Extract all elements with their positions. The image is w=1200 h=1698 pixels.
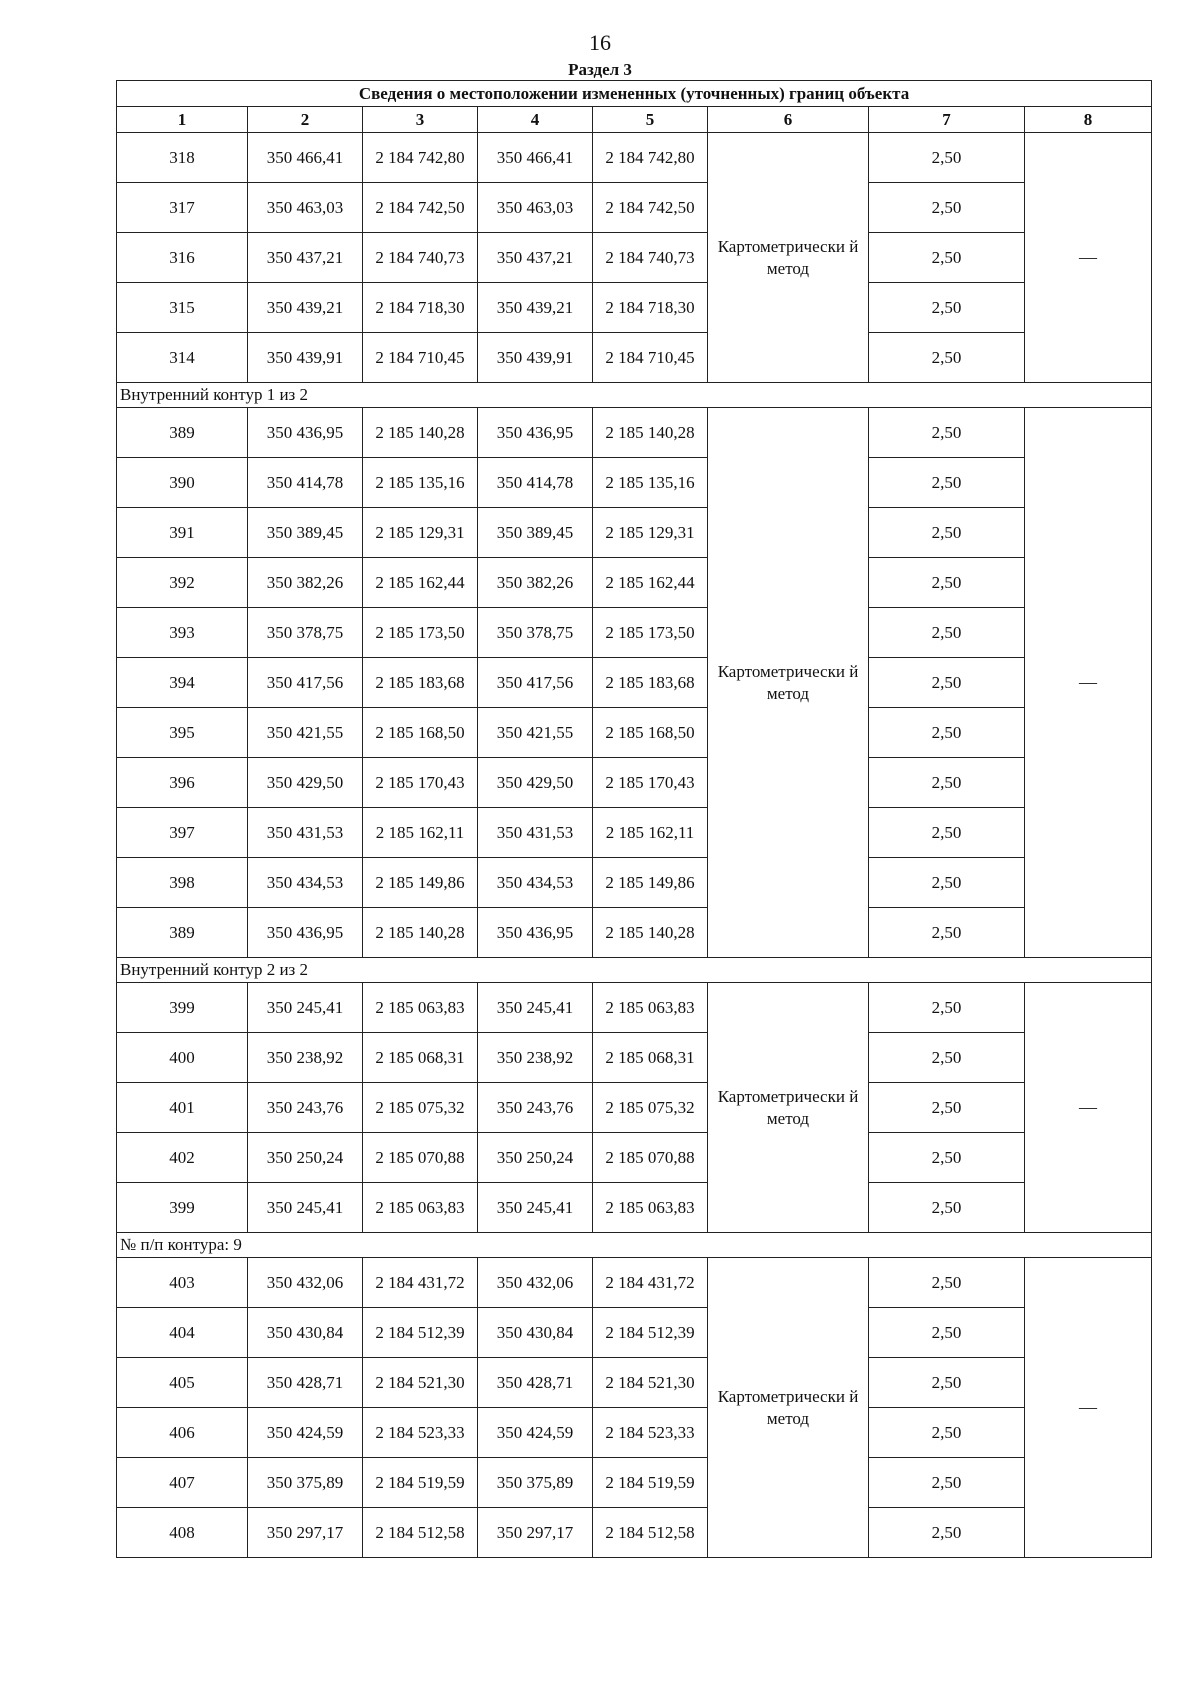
- point-number-cell: 389: [117, 908, 248, 958]
- y-new-cell: 2 185 170,43: [593, 758, 708, 808]
- x-new-cell: 350 428,71: [478, 1358, 593, 1408]
- table-row: [117, 558, 1152, 608]
- point-number-cell: 404: [117, 1308, 248, 1358]
- point-number-cell: 401: [117, 1083, 248, 1133]
- table-row: [117, 908, 1152, 958]
- contour-label: № п/п контура: 9: [117, 1233, 1152, 1258]
- y-existing-cell: 2 184 431,72: [363, 1258, 478, 1308]
- y-new-cell: 2 184 519,59: [593, 1458, 708, 1508]
- y-existing-cell: 2 185 075,32: [363, 1083, 478, 1133]
- x-existing-cell: 350 436,95: [248, 908, 363, 958]
- point-number-cell: 315: [117, 283, 248, 333]
- x-new-cell: 350 238,92: [478, 1033, 593, 1083]
- table-body: [117, 81, 1152, 1558]
- x-existing-cell: 350 430,84: [248, 1308, 363, 1358]
- accuracy-cell: 2,50: [869, 1258, 1025, 1308]
- x-existing-cell: 350 243,76: [248, 1083, 363, 1133]
- column-header: 1: [117, 107, 248, 133]
- contour-label-row: [117, 958, 1152, 983]
- table-row: [117, 458, 1152, 508]
- accuracy-cell: 2,50: [869, 808, 1025, 858]
- y-new-cell: 2 185 063,83: [593, 983, 708, 1033]
- accuracy-cell: 2,50: [869, 1358, 1025, 1408]
- x-existing-cell: 350 245,41: [248, 983, 363, 1033]
- point-number-cell: 394: [117, 658, 248, 708]
- x-existing-cell: 350 439,91: [248, 333, 363, 383]
- y-existing-cell: 2 184 718,30: [363, 283, 478, 333]
- contour-label-row: [117, 383, 1152, 408]
- y-new-cell: 2 184 523,33: [593, 1408, 708, 1458]
- accuracy-cell: 2,50: [869, 1308, 1025, 1358]
- x-new-cell: 350 297,17: [478, 1508, 593, 1558]
- point-number-cell: 318: [117, 133, 248, 183]
- column-header: 3: [363, 107, 478, 133]
- y-new-cell: 2 185 063,83: [593, 1183, 708, 1233]
- x-new-cell: 350 245,41: [478, 1183, 593, 1233]
- x-existing-cell: 350 428,71: [248, 1358, 363, 1408]
- accuracy-cell: 2,50: [869, 1183, 1025, 1233]
- y-existing-cell: 2 185 168,50: [363, 708, 478, 758]
- point-number-cell: 405: [117, 1358, 248, 1408]
- accuracy-cell: 2,50: [869, 608, 1025, 658]
- column-header: 4: [478, 107, 593, 133]
- accuracy-cell: 2,50: [869, 333, 1025, 383]
- x-new-cell: 350 463,03: [478, 183, 593, 233]
- x-existing-cell: 350 389,45: [248, 508, 363, 558]
- table-row: [117, 1408, 1152, 1458]
- x-existing-cell: 350 424,59: [248, 1408, 363, 1458]
- accuracy-cell: 2,50: [869, 233, 1025, 283]
- point-number-cell: 316: [117, 233, 248, 283]
- x-existing-cell: 350 375,89: [248, 1458, 363, 1508]
- table-row: [117, 808, 1152, 858]
- accuracy-cell: 2,50: [869, 1458, 1025, 1508]
- y-existing-cell: 2 184 740,73: [363, 233, 478, 283]
- y-new-cell: 2 185 162,44: [593, 558, 708, 608]
- y-new-cell: 2 185 162,11: [593, 808, 708, 858]
- table-row: [117, 983, 1152, 1033]
- y-new-cell: 2 185 070,88: [593, 1133, 708, 1183]
- x-new-cell: 350 243,76: [478, 1083, 593, 1133]
- accuracy-cell: 2,50: [869, 283, 1025, 333]
- y-new-cell: 2 185 068,31: [593, 1033, 708, 1083]
- y-existing-cell: 2 185 183,68: [363, 658, 478, 708]
- table-row: [117, 1458, 1152, 1508]
- table-row: [117, 283, 1152, 333]
- table-row: [117, 658, 1152, 708]
- accuracy-cell: 2,50: [869, 408, 1025, 458]
- accuracy-cell: 2,50: [869, 983, 1025, 1033]
- y-new-cell: 2 184 431,72: [593, 1258, 708, 1308]
- point-number-cell: 392: [117, 558, 248, 608]
- x-existing-cell: 350 463,03: [248, 183, 363, 233]
- table-caption-row: [117, 81, 1152, 107]
- point-number-cell: 407: [117, 1458, 248, 1508]
- accuracy-cell: 2,50: [869, 558, 1025, 608]
- x-existing-cell: 350 466,41: [248, 133, 363, 183]
- x-new-cell: 350 434,53: [478, 858, 593, 908]
- point-number-cell: 398: [117, 858, 248, 908]
- y-new-cell: 2 184 718,30: [593, 283, 708, 333]
- point-number-cell: 397: [117, 808, 248, 858]
- x-existing-cell: 350 245,41: [248, 1183, 363, 1233]
- point-number-cell: 391: [117, 508, 248, 558]
- note-cell: —: [1025, 133, 1152, 383]
- table-row: [117, 233, 1152, 283]
- x-new-cell: 350 414,78: [478, 458, 593, 508]
- table-header-row: [117, 107, 1152, 133]
- table-row: [117, 708, 1152, 758]
- x-existing-cell: 350 434,53: [248, 858, 363, 908]
- method-cell: Картометрически й метод: [708, 133, 869, 383]
- accuracy-cell: 2,50: [869, 508, 1025, 558]
- x-new-cell: 350 432,06: [478, 1258, 593, 1308]
- table-row: [117, 1308, 1152, 1358]
- y-new-cell: 2 184 742,80: [593, 133, 708, 183]
- accuracy-cell: 2,50: [869, 1083, 1025, 1133]
- note-cell: —: [1025, 983, 1152, 1233]
- column-header: 5: [593, 107, 708, 133]
- contour-label: Внутренний контур 2 из 2: [117, 958, 1152, 983]
- y-existing-cell: 2 185 162,44: [363, 558, 478, 608]
- x-existing-cell: 350 250,24: [248, 1133, 363, 1183]
- x-existing-cell: 350 297,17: [248, 1508, 363, 1558]
- table-row: [117, 1083, 1152, 1133]
- y-existing-cell: 2 185 135,16: [363, 458, 478, 508]
- y-new-cell: 2 185 140,28: [593, 908, 708, 958]
- y-new-cell: 2 185 140,28: [593, 408, 708, 458]
- point-number-cell: 399: [117, 1183, 248, 1233]
- point-number-cell: 389: [117, 408, 248, 458]
- x-existing-cell: 350 238,92: [248, 1033, 363, 1083]
- contour-label-row: [117, 1233, 1152, 1258]
- table-row: [117, 408, 1152, 458]
- y-new-cell: 2 184 521,30: [593, 1358, 708, 1408]
- y-existing-cell: 2 185 173,50: [363, 608, 478, 658]
- x-existing-cell: 350 382,26: [248, 558, 363, 608]
- x-new-cell: 350 375,89: [478, 1458, 593, 1508]
- y-existing-cell: 2 185 063,83: [363, 1183, 478, 1233]
- accuracy-cell: 2,50: [869, 1408, 1025, 1458]
- point-number-cell: 390: [117, 458, 248, 508]
- accuracy-cell: 2,50: [869, 658, 1025, 708]
- x-new-cell: 350 466,41: [478, 133, 593, 183]
- x-new-cell: 350 382,26: [478, 558, 593, 608]
- point-number-cell: 393: [117, 608, 248, 658]
- x-new-cell: 350 439,91: [478, 333, 593, 383]
- y-existing-cell: 2 185 140,28: [363, 908, 478, 958]
- x-new-cell: 350 430,84: [478, 1308, 593, 1358]
- x-existing-cell: 350 417,56: [248, 658, 363, 708]
- y-new-cell: 2 184 512,39: [593, 1308, 708, 1358]
- method-cell: Картометрически й метод: [708, 408, 869, 958]
- y-existing-cell: 2 185 063,83: [363, 983, 478, 1033]
- accuracy-cell: 2,50: [869, 758, 1025, 808]
- x-new-cell: 350 245,41: [478, 983, 593, 1033]
- x-new-cell: 350 250,24: [478, 1133, 593, 1183]
- accuracy-cell: 2,50: [869, 1133, 1025, 1183]
- table-row: [117, 333, 1152, 383]
- point-number-cell: 408: [117, 1508, 248, 1558]
- point-number-cell: 314: [117, 333, 248, 383]
- x-existing-cell: 350 437,21: [248, 233, 363, 283]
- table-row: [117, 1033, 1152, 1083]
- y-existing-cell: 2 184 742,80: [363, 133, 478, 183]
- y-existing-cell: 2 185 162,11: [363, 808, 478, 858]
- table-row: [117, 1133, 1152, 1183]
- accuracy-cell: 2,50: [869, 183, 1025, 233]
- table-row: [117, 608, 1152, 658]
- y-new-cell: 2 185 129,31: [593, 508, 708, 558]
- x-new-cell: 350 424,59: [478, 1408, 593, 1458]
- point-number-cell: 396: [117, 758, 248, 808]
- y-new-cell: 2 185 183,68: [593, 658, 708, 708]
- point-number-cell: 400: [117, 1033, 248, 1083]
- point-number-cell: 395: [117, 708, 248, 758]
- y-existing-cell: 2 185 070,88: [363, 1133, 478, 1183]
- coordinates-table: [116, 80, 1152, 1558]
- accuracy-cell: 2,50: [869, 858, 1025, 908]
- y-new-cell: 2 184 742,50: [593, 183, 708, 233]
- point-number-cell: 403: [117, 1258, 248, 1308]
- y-new-cell: 2 185 075,32: [593, 1083, 708, 1133]
- y-existing-cell: 2 184 523,33: [363, 1408, 478, 1458]
- note-cell: —: [1025, 1258, 1152, 1558]
- contour-label: Внутренний контур 1 из 2: [117, 383, 1152, 408]
- y-existing-cell: 2 184 742,50: [363, 183, 478, 233]
- table-row: [117, 1508, 1152, 1558]
- page-number: 16: [589, 30, 611, 55]
- accuracy-cell: 2,50: [869, 1033, 1025, 1083]
- accuracy-cell: 2,50: [869, 708, 1025, 758]
- y-existing-cell: 2 184 521,30: [363, 1358, 478, 1408]
- x-existing-cell: 350 429,50: [248, 758, 363, 808]
- x-new-cell: 350 417,56: [478, 658, 593, 708]
- point-number-cell: 406: [117, 1408, 248, 1458]
- point-number-cell: 317: [117, 183, 248, 233]
- table-row: [117, 1258, 1152, 1308]
- table-row: [117, 858, 1152, 908]
- accuracy-cell: 2,50: [869, 133, 1025, 183]
- x-existing-cell: 350 431,53: [248, 808, 363, 858]
- column-header: 6: [708, 107, 869, 133]
- column-header: 2: [248, 107, 363, 133]
- table-row: [117, 508, 1152, 558]
- x-new-cell: 350 436,95: [478, 908, 593, 958]
- y-new-cell: 2 185 173,50: [593, 608, 708, 658]
- table-caption: Сведения о местоположении измененных (уточненных) границ объекта: [117, 81, 1152, 107]
- point-number-cell: 399: [117, 983, 248, 1033]
- accuracy-cell: 2,50: [869, 908, 1025, 958]
- x-existing-cell: 350 436,95: [248, 408, 363, 458]
- y-new-cell: 2 184 512,58: [593, 1508, 708, 1558]
- point-number-cell: 402: [117, 1133, 248, 1183]
- y-existing-cell: 2 185 170,43: [363, 758, 478, 808]
- table-row: [117, 758, 1152, 808]
- y-new-cell: 2 185 135,16: [593, 458, 708, 508]
- x-new-cell: 350 389,45: [478, 508, 593, 558]
- x-existing-cell: 350 378,75: [248, 608, 363, 658]
- accuracy-cell: 2,50: [869, 1508, 1025, 1558]
- x-new-cell: 350 421,55: [478, 708, 593, 758]
- y-existing-cell: 2 184 512,39: [363, 1308, 478, 1358]
- y-existing-cell: 2 185 068,31: [363, 1033, 478, 1083]
- table-row: [117, 1358, 1152, 1408]
- y-new-cell: 2 185 168,50: [593, 708, 708, 758]
- x-existing-cell: 350 421,55: [248, 708, 363, 758]
- accuracy-cell: 2,50: [869, 458, 1025, 508]
- y-new-cell: 2 184 740,73: [593, 233, 708, 283]
- y-existing-cell: 2 184 710,45: [363, 333, 478, 383]
- method-cell: Картометрически й метод: [708, 983, 869, 1233]
- x-new-cell: 350 378,75: [478, 608, 593, 658]
- table-row: [117, 133, 1152, 183]
- method-cell: Картометрически й метод: [708, 1258, 869, 1558]
- x-new-cell: 350 429,50: [478, 758, 593, 808]
- x-new-cell: 350 439,21: [478, 283, 593, 333]
- section-title: Раздел 3: [568, 60, 632, 79]
- y-new-cell: 2 185 149,86: [593, 858, 708, 908]
- table-row: [117, 183, 1152, 233]
- x-new-cell: 350 431,53: [478, 808, 593, 858]
- y-new-cell: 2 184 710,45: [593, 333, 708, 383]
- column-header: 8: [1025, 107, 1152, 133]
- x-new-cell: 350 436,95: [478, 408, 593, 458]
- table-row: [117, 1183, 1152, 1233]
- y-existing-cell: 2 184 512,58: [363, 1508, 478, 1558]
- y-existing-cell: 2 184 519,59: [363, 1458, 478, 1508]
- note-cell: —: [1025, 408, 1152, 958]
- y-existing-cell: 2 185 140,28: [363, 408, 478, 458]
- y-existing-cell: 2 185 129,31: [363, 508, 478, 558]
- x-existing-cell: 350 439,21: [248, 283, 363, 333]
- y-existing-cell: 2 185 149,86: [363, 858, 478, 908]
- column-header: 7: [869, 107, 1025, 133]
- x-existing-cell: 350 432,06: [248, 1258, 363, 1308]
- x-existing-cell: 350 414,78: [248, 458, 363, 508]
- x-new-cell: 350 437,21: [478, 233, 593, 283]
